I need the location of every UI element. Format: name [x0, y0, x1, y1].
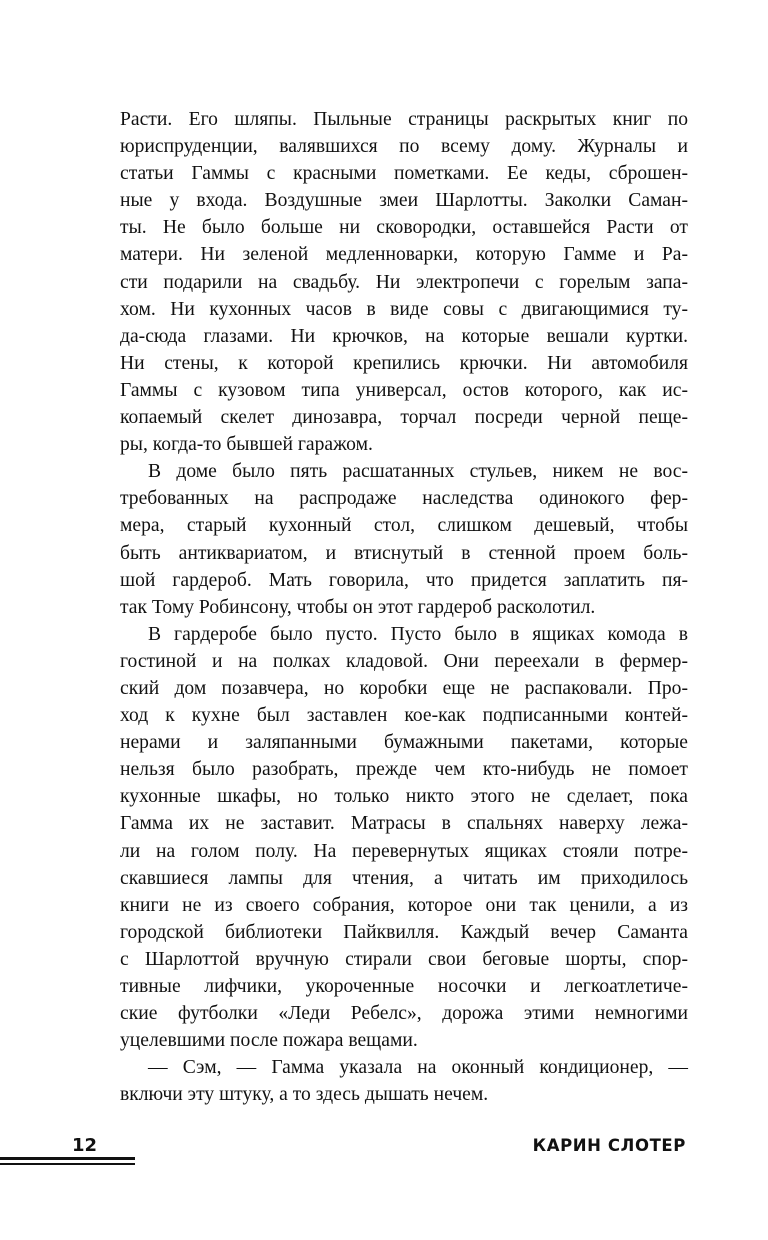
text-line: ные у входа. Воздушные змеи Шарлотты. Заколки Саман- [120, 190, 688, 212]
text-line: Ни стены, к которой крепились крючки. Ни автомобиля [120, 352, 688, 374]
footer-rule-thick [0, 1157, 135, 1160]
running-head-author: КАРИН СЛОТЕР [532, 1136, 686, 1155]
text-line: Гамма их не заставит. Матрасы в спальнях наверху лежа- [120, 813, 688, 835]
text-line: так Тому Робинсону, чтобы он этот гардероб расколотил. [120, 596, 596, 618]
text-line: уцелевшими после пожара вещами. [120, 1030, 418, 1052]
text-line: ры, когда-то бывшей гаражом. [120, 434, 373, 456]
text-line: мера, старый кухонный стол, слишком дешевый, чтобы [120, 515, 688, 537]
text-line: — Сэм, — Гамма указала на оконный кондиционер, — [148, 1057, 688, 1079]
text-line: ские футболки «Леди Ребелс», дорожа этими немногими [120, 1003, 688, 1025]
text-line: тивные лифчики, укороченные носочки и легкоатлетиче- [120, 976, 688, 997]
text-line: ский дом позавчера, но коробки еще не распаковали. Про- [120, 677, 688, 699]
text-line: ход к кухне был заставлен кое-как подписанными контей- [120, 705, 688, 727]
text-line: статьи Гаммы с красными пометками. Ее кеды, сброшен- [120, 163, 688, 185]
text-line: сти подарили на свадьбу. Ни электропечи с горелым запа- [120, 271, 688, 293]
text-line: гостиной и на полках кладовой. Они переехали в фермер- [120, 650, 688, 672]
text-line: ты. Не было больше ни сковородки, оставшейся Расти от [120, 217, 688, 239]
text-line: ли на голом полу. На перевернутых ящиках стояли потре- [120, 840, 688, 862]
text-line: кухонные шкафы, но только никто этого не сделает, пока [120, 786, 688, 808]
text-line: скавшиеся лампы для чтения, а читать им приходилось [120, 867, 688, 889]
text-line: шой гардероб. Мать говорила, что придется заплатить пя- [120, 569, 688, 591]
page-number: 12 [72, 1135, 98, 1156]
text-line: матери. Ни зеленой медленноварки, которую Гамме и Ра- [120, 244, 688, 266]
text-line: нельзя было разобрать, прежде чем кто-нибудь не помоет [120, 759, 688, 781]
text-line: копаемый скелет динозавра, торчал посреди черной пеще- [120, 407, 688, 429]
footer-rule-thin [0, 1163, 135, 1165]
text-line: В доме было пять расшатанных стульев, никем не вос- [148, 461, 688, 483]
text-line: книги не из своего собрания, которое они так ценили, а из [120, 894, 688, 916]
body-text [120, 106, 688, 1108]
text-line: с Шарлоттой вручную стирали свои беговые шорты, спор- [120, 948, 688, 970]
text-line: В гардеробе было пусто. Пусто было в ящиках комода в [148, 623, 688, 645]
text-line: требованных на распродаже наследства одинокого фер- [120, 488, 688, 510]
page-footer [0, 1135, 768, 1175]
text-line: Расти. Его шляпы. Пыльные страницы раскрытых книг по [120, 109, 688, 130]
text-line: городской библиотеки Пайквилля. Каждый вечер Саманта [120, 921, 688, 943]
text-line: включи эту штуку, а то здесь дышать нечем. [120, 1084, 489, 1106]
text-line: юриспруденции, валявшихся по всему дому. Журналы и [120, 136, 688, 158]
text-line: Гаммы с кузовом типа универсал, остов которого, как ис- [120, 379, 688, 401]
text-line: нерами и заляпанными бумажными пакетами, которые [120, 732, 688, 754]
text-line: хом. Ни кухонных часов в виде совы с двигающимися ту- [120, 298, 688, 320]
text-line: быть антиквариатом, и втиснутый в стенной проем боль- [120, 542, 688, 564]
text-line: да-сюда глазами. Ни крючков, на которые вешали куртки. [120, 325, 688, 347]
